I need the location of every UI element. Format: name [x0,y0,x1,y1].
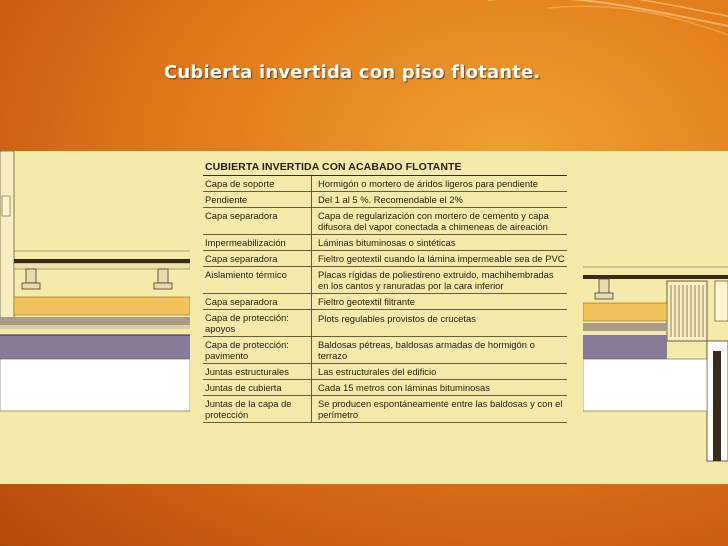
row-label: Capa separadora [203,294,312,309]
row-value: Fieltro geotextil filtrante [318,296,415,307]
table-row [203,208,567,235]
row-value: Se producen espontáneamente entre las baldosas y con el perímetro [318,398,563,420]
specification-table [203,159,567,423]
row-value: Baldosas pétreas, baldosas armadas de hormigón o terrazo [318,339,535,361]
row-label: Aislamiento térmico [203,267,312,293]
row-value: Fieltro geotextil cuando la lámina impermeable sea de PVC [318,253,565,264]
table-row [203,192,567,208]
table-row [203,235,567,251]
slide-title: Cubierta invertida con piso flotante. [164,62,541,83]
row-value: Láminas bituminosas o sintéticas [318,237,456,248]
table-row [203,251,567,267]
row-label: Impermeabilización [203,235,312,250]
row-value: Las estructurales del edificio [318,366,437,377]
table-row [203,396,567,423]
row-label: Capa de protección: apoyos [203,310,312,336]
roof-section-drawing-left [0,151,190,484]
table-row [203,176,567,192]
row-label: Juntas de la capa de protección [203,396,312,422]
roof-section-drawing-right [583,151,728,484]
row-value: Cada 15 metros con láminas bituminosas [318,382,490,393]
row-label: Juntas estructurales [203,364,312,379]
row-label: Juntas de cubierta [203,380,312,395]
row-label: Capa separadora [203,251,312,266]
row-label: Capa separadora [203,208,312,234]
row-value: Placas rígidas de poliestireno extruido, machihembradas en los cantos y ranuradas por la cara inferior [318,269,554,291]
table-row [203,337,567,364]
row-value: Del 1 al 5 %. Recomendable el 2% [318,194,463,205]
row-label: Capa de soporte [203,176,312,191]
table-row [203,364,567,380]
table-row [203,267,567,294]
row-value: Plots regulables provistos de crucetas [318,313,476,324]
decorative-swoosh [488,0,728,50]
row-label: Pendiente [203,192,312,207]
table-row [203,380,567,396]
table-row [203,294,567,310]
table-title: CUBIERTA INVERTIDA CON ACABADO FLOTANTE [203,159,567,176]
row-value: Capa de regularización con mortero de cemento y capa difusora del vapor conectada a chimeneas de aireación [318,210,549,232]
row-label: Capa de protección: pavimento [203,337,312,363]
row-value: Hormigón o mortero de áridos ligeros para pendiente [318,178,538,189]
scanned-figure [0,151,728,484]
table-row [203,310,567,337]
